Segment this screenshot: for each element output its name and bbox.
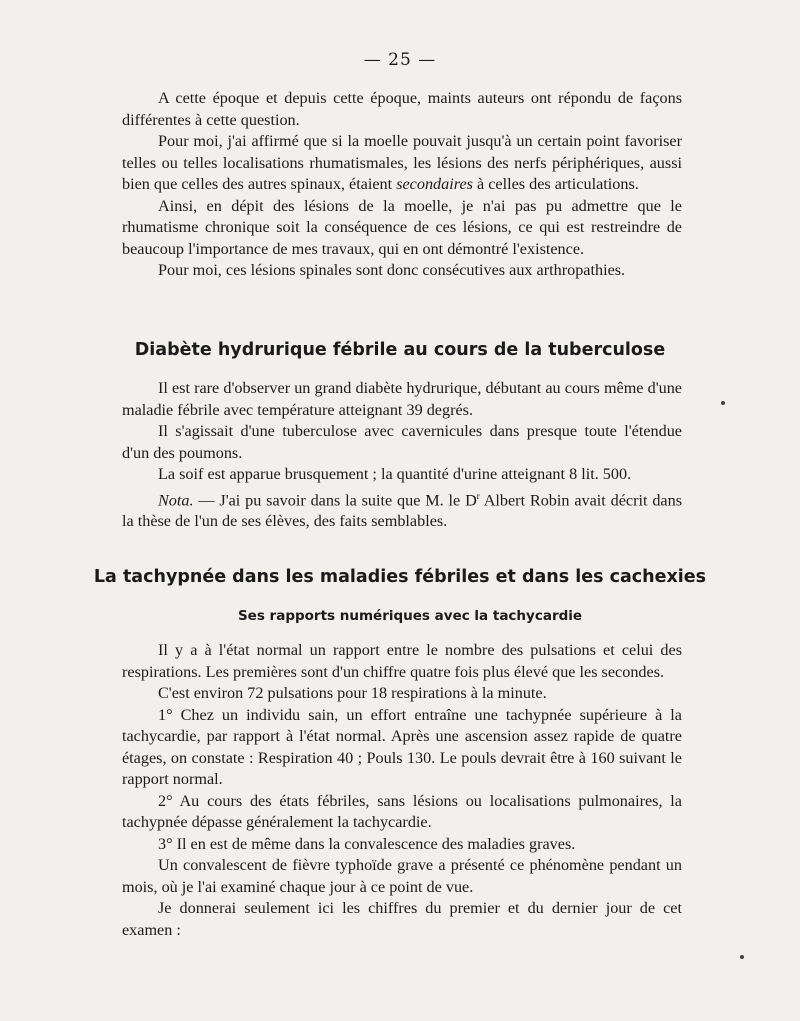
- superscript: r: [476, 490, 480, 501]
- ink-speck: [740, 955, 744, 959]
- paragraph: Je donnerai seulement ici les chiffres du premier et du dernier jour de cet examen :: [122, 899, 682, 939]
- paragraph: 3° Il en est de même dans la convalescence des maladies graves.: [158, 834, 576, 853]
- paragraph: Il y a à l'état normal un rapport entre le nombre des pulsations et celui des respirations. Les premières sont d'un chiffre quatre fois plus élevé que les secondes.: [122, 641, 682, 681]
- section-heading-diabete: Diabète hydrurique fébrile au cours de la tuberculose: [134, 340, 666, 360]
- nota-label: Nota.: [158, 490, 194, 509]
- paragraph: [122, 486, 682, 533]
- paragraph: [122, 131, 682, 196]
- paragraph: La soif est apparue brusquement ; la quantité d'urine atteignant 8 lit. 500.: [158, 465, 632, 483]
- paragraph: A cette époque et depuis cette époque, maints auteurs ont répondu de façons différentes à cette question.: [122, 89, 682, 129]
- section-diabete: [122, 378, 682, 533]
- paragraph-text: — J'ai pu savoir dans la suite que M. le D: [193, 490, 477, 509]
- paragraph-text: Albert Robin avait décrit dans la thèse de l'un de ses élèves, des faits semblables.: [122, 490, 682, 531]
- page-number: — 25 —: [363, 50, 437, 70]
- paragraph: C'est environ 72 pulsations pour 18 respirations à la minute.: [158, 684, 547, 702]
- paragraph-text: à celles des articulations.: [472, 175, 639, 193]
- emphasis-text: secondaires: [396, 175, 473, 193]
- paragraph: Il s'agissait d'une tuberculose avec cavernicules dans presque toute l'étendue d'un des poumons.: [122, 422, 682, 462]
- paragraph: Pour moi, ces lésions spinales sont donc consécutives aux arthropathies.: [158, 261, 626, 279]
- subheading-tachycardie: Ses rapports numériques avec la tachycardie: [237, 608, 583, 624]
- paragraph: 2° Au cours des états fébriles, sans lésions ou localisations pulmonaires, la tachypnée dépasse généralement la tachycardie.: [122, 791, 682, 831]
- paragraph: 1° Chez un individu sain, un effort entraîne une tachypnée supérieure à la tachycardie, par rapport à l'état normal. Après une ascension assez rapide de quatre étages, on constate : Respiration 40 ; Pouls 130. Le pouls devrait être à 160 suivant le rapport normal.: [122, 705, 682, 788]
- paragraph: Un convalescent de fièvre typhoïde grave a présenté ce phénomène pendant un mois, où je l'ai examiné chaque jour à ce point de vue.: [122, 856, 682, 896]
- paragraph: Il est rare d'observer un grand diabète hydrurique, débutant au cours même d'une maladie fébrile avec température atteignant 39 degrés.: [122, 379, 682, 419]
- section-heading-tachypnee: La tachypnée dans les maladies fébriles et dans les cachexies: [93, 567, 707, 587]
- paragraph-text: Pour moi, j'ai affirmé que si la moelle pouvait jusqu'à un certain point favoriser telles ou telles localisations rhumatismales, les lésions des nerfs périphériques, aussi bien que celles des autres spinaux, étaient: [122, 132, 682, 193]
- paragraph: Ainsi, en dépit des lésions de la moelle, je n'ai pas pu admettre que le rhumatisme chronique soit la conséquence de ces lésions, ce qui est restreindre de beaucoup l'importance de mes travaux, qui en ont démontré l'existence.: [122, 196, 682, 258]
- section-tachypnee: [122, 640, 682, 941]
- ink-speck: [721, 401, 725, 405]
- section-rhumatisme: [122, 88, 682, 282]
